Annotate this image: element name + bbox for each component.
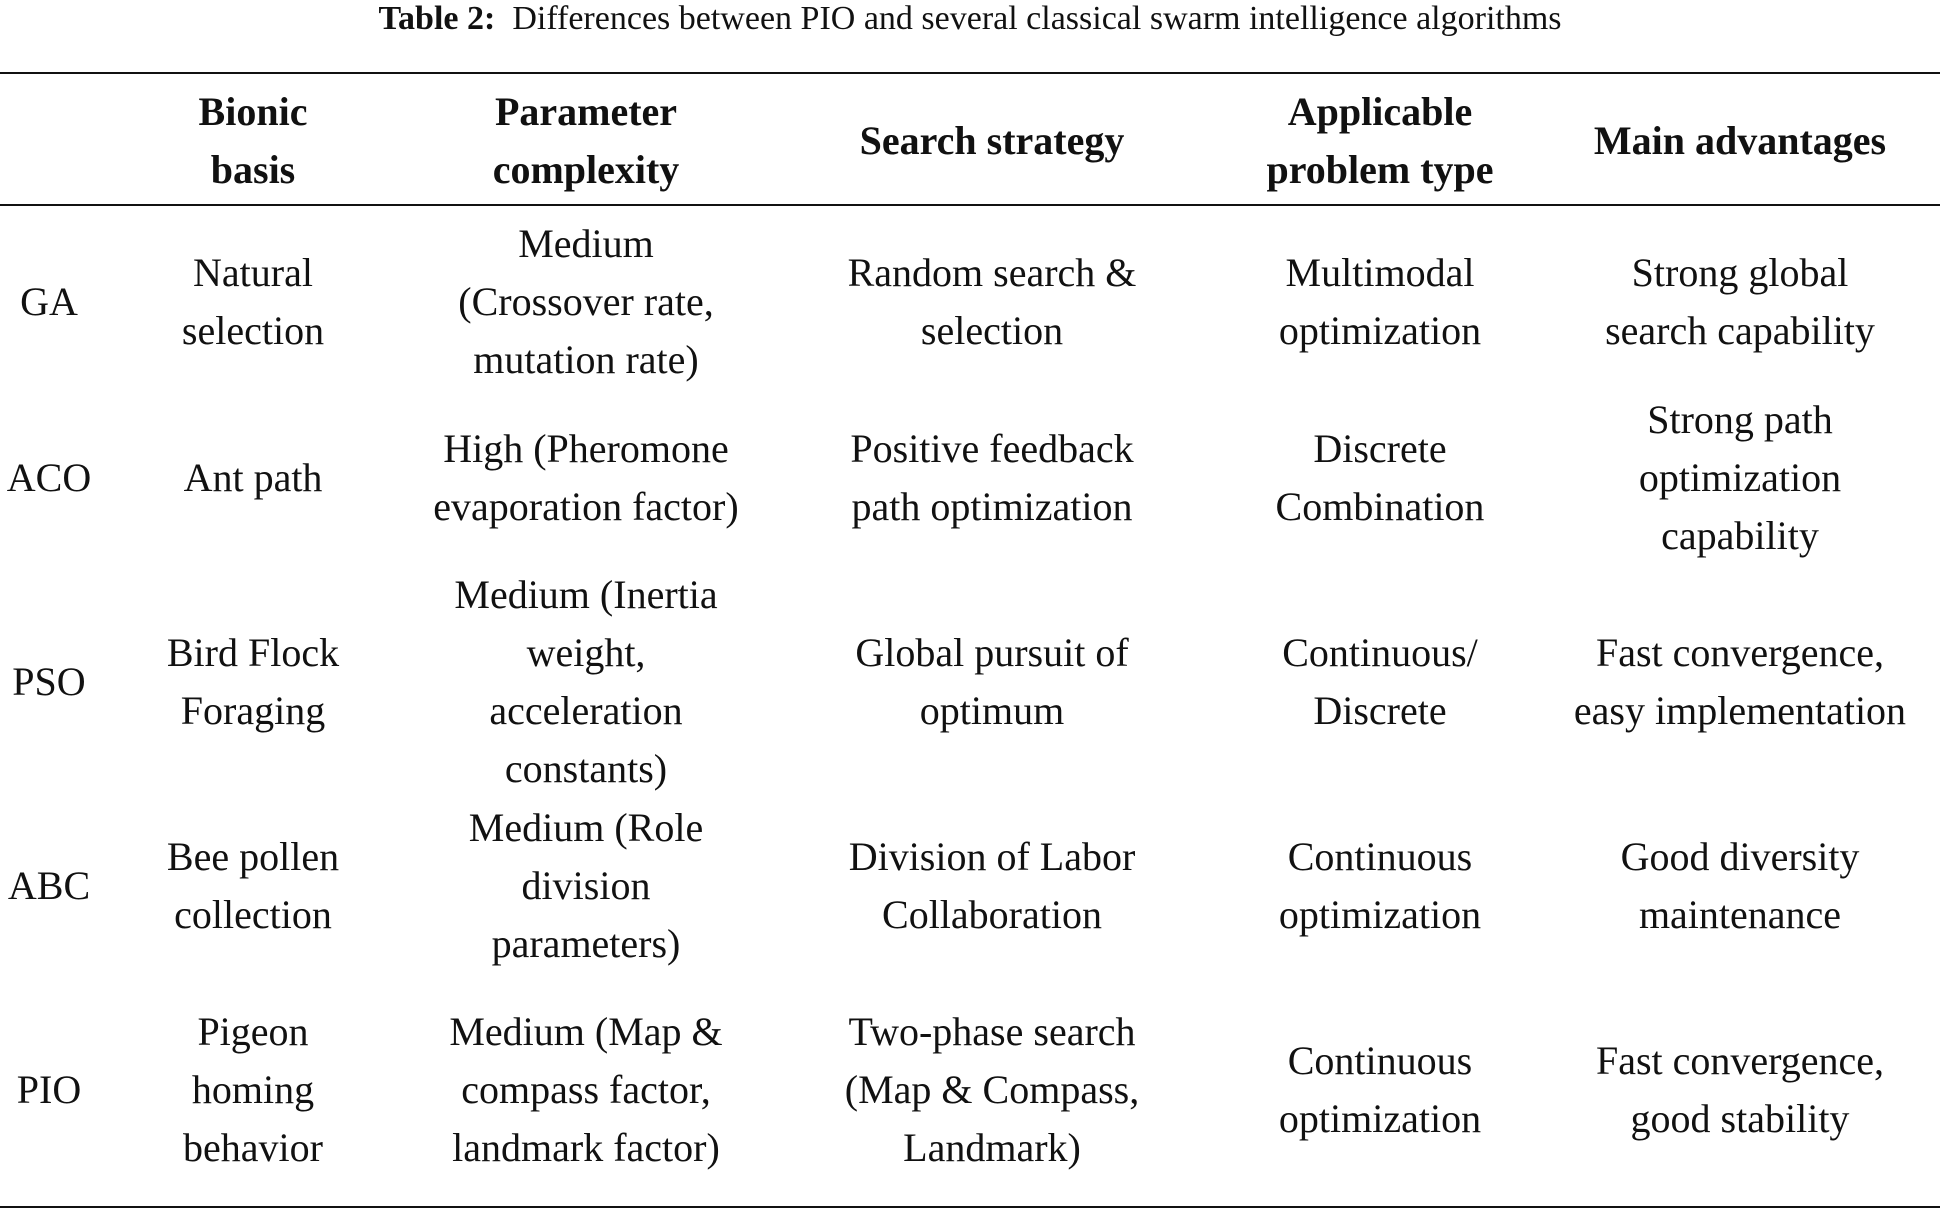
table-cell: Discrete Combination bbox=[1275, 426, 1485, 529]
table-cell: ACO bbox=[6, 455, 92, 500]
table-cell: Bee pollen collection bbox=[166, 834, 340, 937]
table-cell: PIO bbox=[16, 1067, 82, 1112]
table-cell: Medium (Map & compass factor, landmark factor) bbox=[449, 1009, 723, 1170]
table-cell: Medium (Role division parameters) bbox=[468, 805, 704, 966]
table-cell: GA bbox=[20, 279, 78, 324]
table-cell: Multimodal optimization bbox=[1278, 250, 1482, 353]
table-cell: High (Pheromone evaporation factor) bbox=[433, 426, 739, 529]
table-cell: Positive feedback path optimization bbox=[850, 426, 1134, 529]
table-cell: Medium (Crossover rate, mutation rate) bbox=[458, 221, 714, 382]
table-cell: Division of Labor Collaboration bbox=[848, 834, 1136, 937]
header-cell-algorithm bbox=[0, 80, 98, 202]
table-caption bbox=[0, 0, 1940, 42]
table-cell: ABC bbox=[7, 863, 91, 908]
table-bottom-rule bbox=[0, 1206, 1940, 1208]
header-cell-main-advantages: Main advantages bbox=[1593, 118, 1887, 163]
table-cell: Continuous/ Discrete bbox=[1282, 630, 1478, 733]
header-cell-problem-type: Applicable problem type bbox=[1266, 89, 1494, 192]
table-cell: Pigeon homing behavior bbox=[183, 1009, 323, 1170]
table-cell: Good diversity maintenance bbox=[1620, 834, 1860, 937]
table-caption-text: Differences between PIO and several classical swarm intelligence algorithms bbox=[512, 0, 1562, 37]
table-cell: Global pursuit of optimum bbox=[855, 630, 1129, 733]
header-cell-bionic-basis: Bionic basis bbox=[198, 89, 308, 192]
header-cell-search-strategy: Search strategy bbox=[859, 118, 1125, 163]
table-cell: Strong global search capability bbox=[1605, 250, 1875, 353]
table-cell: PSO bbox=[12, 659, 86, 704]
table-cell: Natural selection bbox=[181, 250, 325, 353]
table-cell: Strong path optimization capability bbox=[1638, 397, 1842, 558]
table-cell: Continuous optimization bbox=[1278, 834, 1482, 937]
table-cell: Medium (Inertia weight, acceleration constants) bbox=[454, 572, 718, 791]
table-cell: Fast convergence, easy implementation bbox=[1573, 630, 1907, 733]
table-cell: Continuous optimization bbox=[1278, 1038, 1482, 1141]
table-top-rule bbox=[0, 72, 1940, 74]
table-header-rule bbox=[0, 204, 1940, 206]
table-cell: Random search & selection bbox=[847, 250, 1137, 353]
table-cell: Bird Flock Foraging bbox=[166, 630, 340, 733]
header-cell-parameter-complexity: Parameter complexity bbox=[492, 89, 680, 192]
table-cell: Ant path bbox=[183, 455, 323, 500]
table-caption-label: Table 2: bbox=[378, 0, 496, 37]
table-cell: Fast convergence, good stability bbox=[1595, 1038, 1885, 1141]
table-cell: Two-phase search (Map & Compass, Landmark) bbox=[844, 1009, 1140, 1170]
